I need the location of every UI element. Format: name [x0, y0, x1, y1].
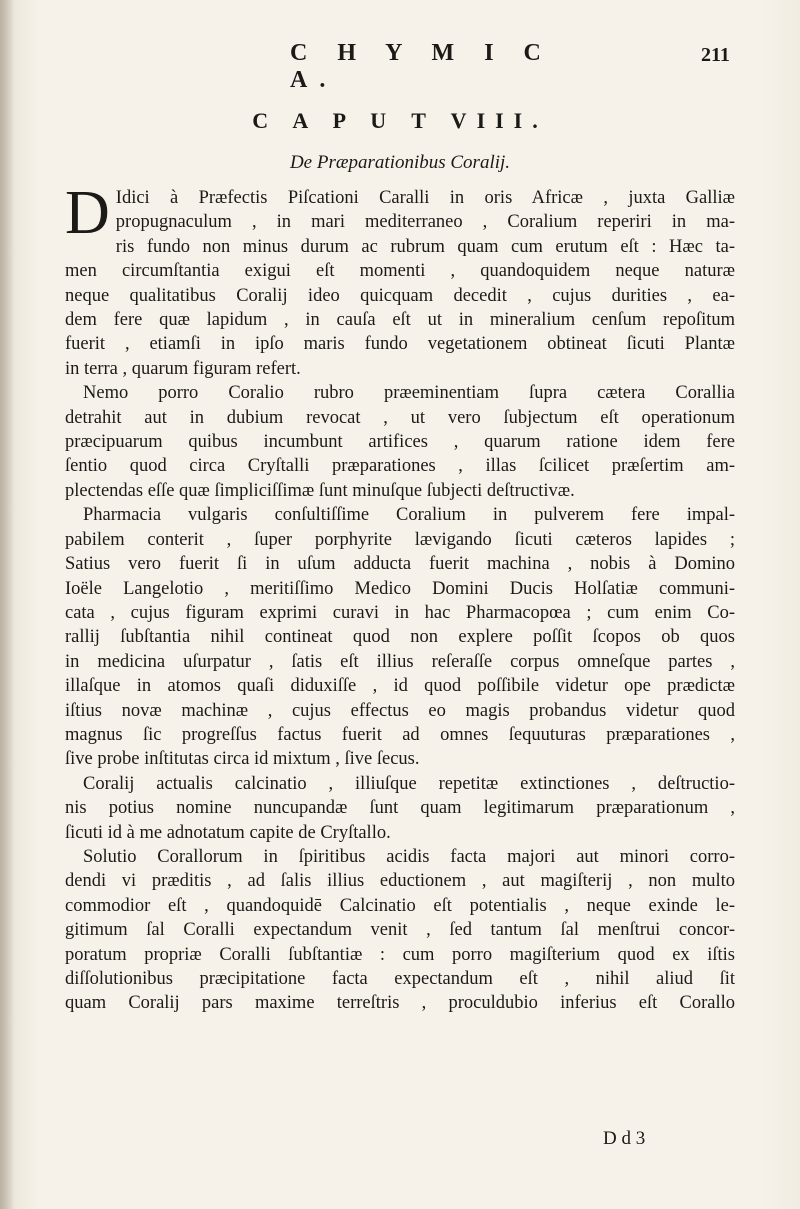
text-line: gitimum ſal Coralli expectandum venit , ſed tantum ſal menſtrui concor-	[65, 920, 735, 941]
text-line: Nemo porro Coralio rubro præeminentiam ſupra cætera Corallia	[83, 383, 735, 404]
paragraph-3	[65, 503, 735, 771]
text-line: Idici à Præfectis Piſcationi Caralli in oris Africæ , juxta Galliæ	[115, 188, 735, 208]
text-line: ſicuti id à me adnotatum capite de Cryſtallo.	[65, 822, 391, 843]
text-line: iſtius novæ machinæ , cujus effectus eo magis probandus videtur quod	[65, 700, 735, 721]
chapter-title: C A P U T VIII.	[252, 108, 548, 133]
text-line: illaſque in atomos quaſi diduxiſſe , id quod poſſibile videtur ope prædictæ	[65, 676, 735, 697]
text-line: præcipuarum quibus incumbunt artifices , quarum ratione idem fere	[65, 432, 735, 453]
text-line: poratum propriæ Coralli ſubſtantiæ : cum porro magiſterium quod ex iſtis	[65, 944, 735, 965]
text-line: commodior eſt , quandoquidē Calcinatio eſt potentialis , neque exinde le-	[65, 895, 735, 916]
paragraph-2	[65, 381, 735, 503]
text-line: Satius vero fuerit ſi in uſum adducta fuerit machina , nobis à Domino	[65, 554, 735, 575]
text-line: fuerit , etiamſi in ipſo maris fundo vegetationem obtineat ſicuti Plantæ	[65, 334, 735, 355]
text-line: dendi vi præditis , ad ſalis illius eductionem , aut magiſterij , non multo	[65, 871, 735, 892]
text-line: detrahit aut in dubium revocat , ut vero ſubjectum eſt operationum	[65, 407, 735, 428]
signature-mark: D d 3	[603, 1128, 646, 1149]
text-line: Solutio Corallorum in ſpiritibus acidis facta majori aut minori corro-	[83, 846, 735, 867]
text-line: nis potius nomine nuncupandæ ſunt quam legitimarum præparationum ,	[65, 798, 735, 819]
text-line: dem fere quæ lapidum , in cauſa eſt ut in mineralium cenſum repoſitum	[65, 310, 735, 331]
text-line: ris fundo non minus durum ac rubrum quam cum erutum eſt : Hæc ta-	[115, 236, 735, 257]
text-line: in terra , quarum figuram refert.	[65, 358, 301, 379]
binding-gutter-shadow	[0, 0, 14, 1209]
drop-cap: D	[65, 179, 110, 247]
text-line: men circumſtantia exigui eſt momenti , quandoquidem neque naturæ	[65, 261, 735, 282]
text-line: ſentio quod circa Cryſtalli præparationes , illas ſcilicet præſertim am-	[65, 456, 735, 477]
text-line: cata , cujus figuram exprimi curavi in hac Pharmacopœa ; cum enim Co-	[65, 602, 735, 623]
text-line: neque qualitatibus Coralij ideo quicquam decedit , cujus durities , ea-	[65, 285, 735, 306]
text-line: magnus ſic progreſſus factus fuerit ad omnes ſequuturas præparationes ,	[65, 724, 735, 745]
text-line: diſſolutionibus præcipitatione facta expectandum eſt , nihil aliud ſit	[65, 969, 735, 989]
running-head: C H Y M I C A.	[290, 40, 553, 93]
body-text	[65, 179, 735, 1016]
chapter-subtitle: De Præparationibus Coralij.	[289, 152, 511, 173]
text-line: pabilem conterit , ſuper porphyrite lævigando ſicuti cæteros lapides ;	[65, 529, 735, 550]
text-line: in medicina uſurpatur , ſatis eſt illius reſeraſſe corpus omneſque partes ,	[65, 651, 735, 672]
text-line: propugnaculum , in mari mediterraneo , Coralium reperiri in ma-	[115, 212, 735, 233]
text-line: Ioële Langelotio , meritiſſimo Medico Domini Ducis Holſatiæ communi-	[65, 578, 735, 599]
text-line: ſive probe inſtitutas circa id mixtum , ſive ſecus.	[65, 749, 420, 770]
text-line: plectendas eſſe quæ ſimpliciſſimæ ſunt minuſque ſubjecti deſtructivæ.	[65, 480, 575, 501]
paragraph-5	[65, 845, 735, 1016]
text-line: rallij ſubſtantia nihil contineat quod non explere poſſit ſcopos ob quos	[65, 627, 735, 648]
text-line: Pharmacia vulgaris conſultiſſime Coralium in pulverem fere impal-	[83, 505, 735, 526]
paragraph-1	[65, 179, 735, 381]
text-line: Coralij actualis calcinatio , illiuſque repetitæ extinctiones , deſtructio-	[83, 773, 735, 794]
paragraph-4	[65, 772, 735, 845]
text-line: quam Coralij pars maxime terreſtris , proculdubio inferius eſt Corallo	[65, 993, 735, 1014]
page-number: 211	[701, 44, 730, 66]
